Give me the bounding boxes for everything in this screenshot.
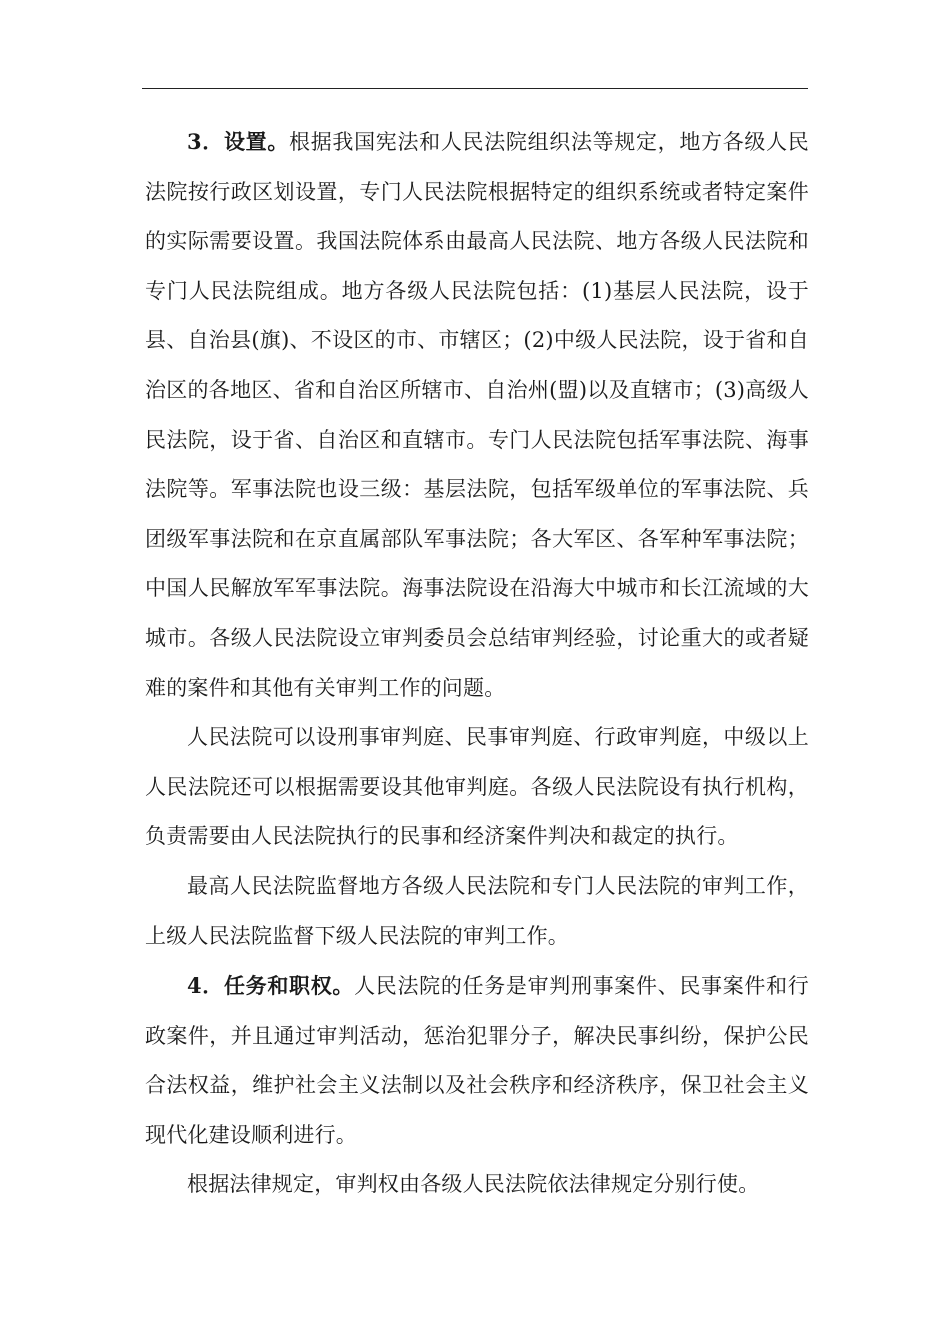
paragraph-jurisdiction bbox=[145, 1160, 809, 1210]
section-heading-setup: 3．设置。 bbox=[187, 129, 290, 154]
paragraph-text: 根据法律规定，审判权由各级人民法院依法律规定分别行使。 bbox=[187, 1172, 760, 1197]
paragraph-text: 人民法院的任务是审判刑事案件、民事案件和行政案件，并且通过审判活动，惩治犯罪分子，解决民事纠纷，保护公民合法权益，维护社会主义法制以及社会秩序和经济秩序，保卫社会主义现代化建设顺利进行。 bbox=[145, 974, 809, 1147]
document-body bbox=[145, 117, 809, 1210]
paragraph-text: 人民法院可以设刑事审判庭、民事审判庭、行政审判庭，中级以上人民法院还可以根据需要设其他审判庭。各级人民法院设有执行机构，负责需要由人民法院执行的民事和经济案件判决和裁定的执行。 bbox=[145, 725, 809, 849]
paragraph-setup bbox=[145, 117, 809, 713]
paragraph-duties bbox=[145, 961, 809, 1160]
paragraph-supervision bbox=[145, 862, 809, 961]
paragraph-text: 根据我国宪法和人民法院组织法等规定，地方各级人民法院按行政区划设置，专门人民法院根据特定的组织系统或者特定案件的实际需要设置。我国法院体系由最高人民法院、地方各级人民法院和专门人民法院组成。地方各级人民法院包括：(1)基层人民法院，设于县、自治县(旗)、不设区的市、市辖区；(2)中级人民法院，设于省和自治区的各地区、省和自治区所辖市、自治州(盟)以及直辖市；(3)高级人民法院，设于省、自治区和直辖市。专门人民法院包括军事法院、海事法院等。军事法院也设三级：基层法院，包括军级单位的军事法院、兵团级军事法院和在京直属部队军事法院；各大军区、各军种军事法院；中国人民解放军军事法院。海事法院设在沿海大中城市和长江流域的大城市。各级人民法院设立审判委员会总结审判经验，讨论重大的或者疑难的案件和其他有关审判工作的问题。 bbox=[145, 130, 809, 700]
section-heading-duties: 4．任务和职权。 bbox=[187, 973, 355, 999]
paragraph-text: 最高人民法院监督地方各级人民法院和专门人民法院的审判工作，上级人民法院监督下级人民法院的审判工作。 bbox=[145, 873, 809, 948]
paragraph-tribunals bbox=[145, 713, 809, 862]
header-rule bbox=[142, 88, 808, 89]
